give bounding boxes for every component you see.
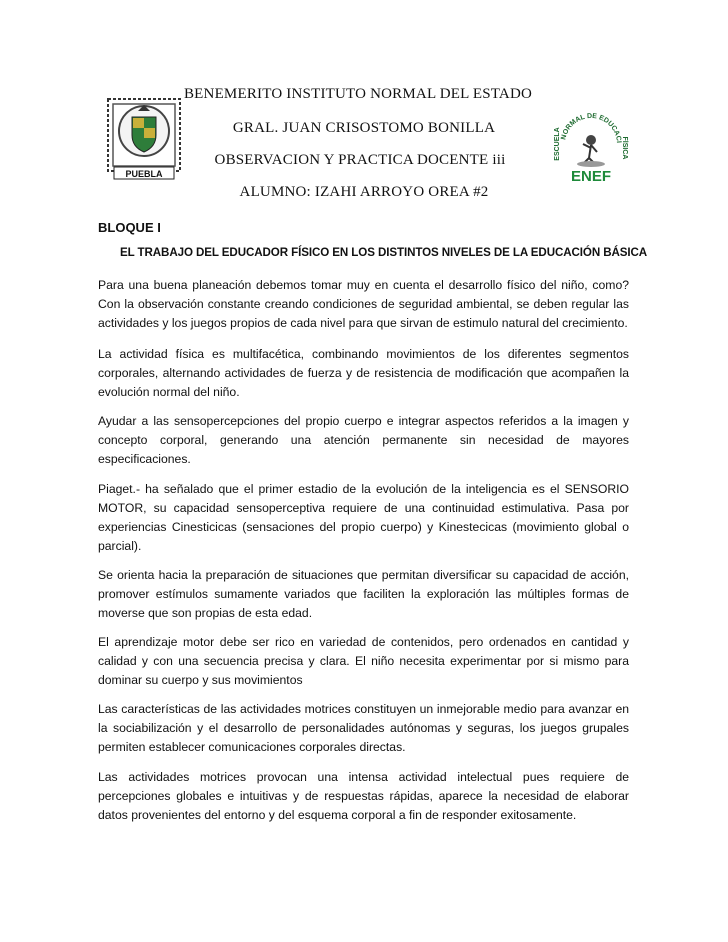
- paragraph-text: La actividad física es multifacética, combinando movimientos de los diferentes segmentos corporales, alternando actividades de fuerza y de resistencia de modificación que acompañen la evolución normal del niño.: [98, 347, 629, 399]
- school-seal-icon: [104, 97, 184, 183]
- paragraph-text: Se orienta hacia la preparación de situaciones que permitan diversificar su capacidad de acción, promover estímulos sumamente variados que faciliten la exploración las múltiples formas de moverse que son propias de esta edad.: [98, 568, 629, 620]
- paragraph-text: Las actividades motrices provocan una intensa actividad intelectual pues requiere de percepciones globales e intuitivas y de respuestas rápidas, aparece la necesidad de elaborar datos provenientes del entorno y del esquema corporal a fin de responder exitosamente.: [98, 770, 629, 822]
- header-student: ALUMNO: IZAHI ARROYO OREA #2: [239, 184, 489, 200]
- paragraph-3: [98, 412, 629, 469]
- logo-acronym: ENEF: [570, 168, 612, 184]
- header-course: OBSERVACION Y PRACTICA DOCENTE iii: [214, 152, 506, 168]
- paragraph-5: [98, 566, 629, 623]
- block-title: BLOQUE I: [98, 220, 161, 235]
- paragraph-4: [98, 480, 629, 556]
- section-subtitle: EL TRABAJO DEL EDUCADOR FÍSICO EN LOS DISTINTOS NIVELES DE LA EDUCACIÓN BÁSICA: [120, 246, 648, 259]
- enef-emblem-icon: [553, 104, 629, 184]
- paragraph-8: [98, 768, 629, 825]
- enef-logo: [553, 104, 629, 184]
- header-school-name: GRAL. JUAN CRISOSTOMO BONILLA: [232, 120, 496, 136]
- school-seal-logo: [104, 97, 184, 183]
- logo-side-right: FÍSICA: [621, 136, 628, 160]
- paragraph-text: Ayudar a las sensopercepciones del propio cuerpo e integrar aspectos referidos a la imagen y concepto corporal, generando una atención permanente sin necesidad de mayores especificaciones.: [98, 414, 629, 466]
- paragraph-text: El aprendizaje motor debe ser rico en variedad de contenidos, pero ordenados en cantidad y calidad y con una secuencia precisa y clara. El niño necesita experimentar por si mismo para dominar su cuerpo y sus movimientos: [98, 635, 629, 687]
- paragraph-text: Para una buena planeación debemos tomar muy en cuenta el desarrollo físico del niño, como? Con la observación constante creando condiciones de seguridad ambiental, se deben regular las actividades y los juegos propios de cada nivel para que sirvan de estimulo natural del crecimiento.: [98, 278, 629, 330]
- header-institution: BENEMERITO INSTITUTO NORMAL DEL ESTADO: [183, 86, 533, 102]
- paragraph-1: [98, 276, 629, 333]
- paragraph-text: Piaget.- ha señalado que el primer estadio de la evolución de la inteligencia es el SENSORIO MOTOR, su capacidad sensoperceptiva requiere de una continuidad estimulativa. Pasa por experiencias Cinesticicas (sensaciones del propio cuerpo) y Kinestecicas (movimiento global o parcial).: [98, 482, 629, 553]
- paragraph-text: Las características de las actividades motrices constituyen un inmejorable medio para avanzar en la sociabilización y el desarrollo de personalidades autónomas y seguras, los juegos grupales permiten establecer comunicaciones corporales directas.: [98, 702, 629, 754]
- logo-side-left: ESCUELA: [554, 127, 561, 161]
- paragraph-6: [98, 633, 629, 690]
- paragraph-2: [98, 345, 629, 402]
- seal-caption: PUEBLA: [125, 169, 163, 179]
- logo-arc-text: NORMAL DE EDUCACI: [560, 112, 622, 144]
- paragraph-7: [98, 700, 629, 757]
